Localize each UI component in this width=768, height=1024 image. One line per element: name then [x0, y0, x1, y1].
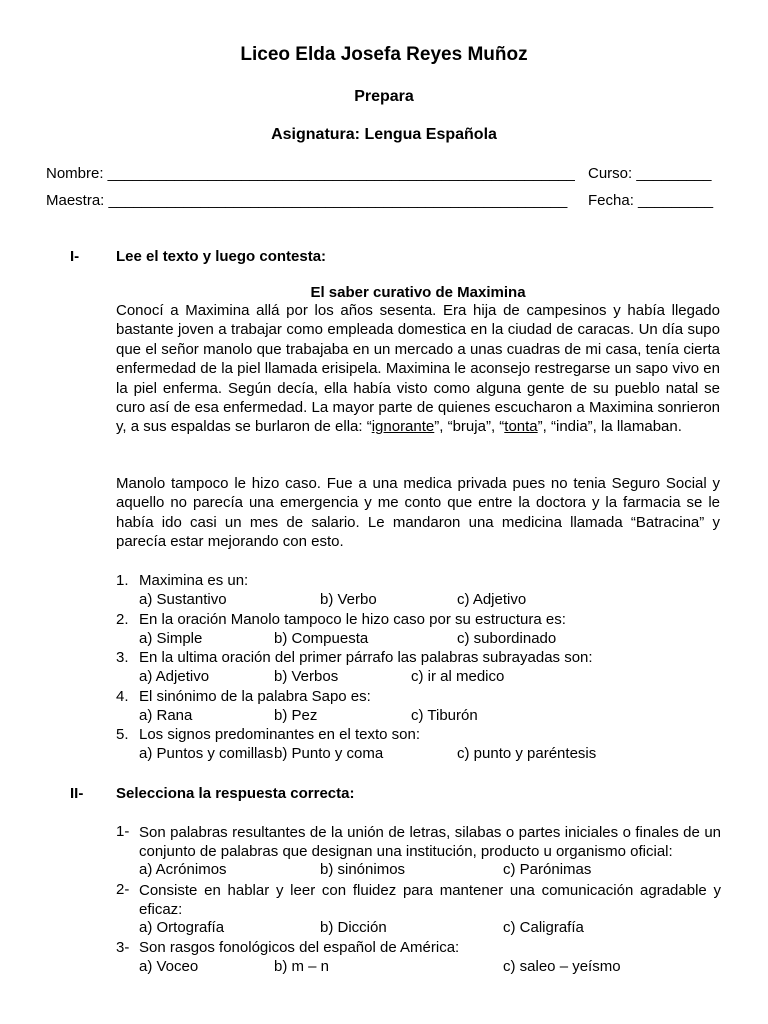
s2-q1-option-a[interactable]: a) Acrónimos	[139, 861, 227, 878]
s2-q2-option-c[interactable]: c) Caligrafía	[503, 919, 584, 936]
course-field[interactable]: Curso: _________	[588, 165, 712, 182]
reading-title: El saber curativo de Maximina	[310, 284, 526, 301]
s1-q4-option-a[interactable]: a) Rana	[139, 707, 193, 724]
s1-q2-number: 2.	[116, 611, 129, 628]
s1-q1-option-a[interactable]: a) Sustantivo	[139, 591, 227, 608]
s1-q4-option-b[interactable]: b) Pez	[274, 707, 318, 724]
s1-q1-number: 1.	[116, 572, 129, 589]
s1-q2-option-b[interactable]: b) Compuesta	[274, 630, 369, 647]
s1-q3-number: 3.	[116, 649, 129, 666]
s1-q3-option-a[interactable]: a) Adjetivo	[139, 668, 210, 685]
s2-q3-option-b[interactable]: b) m – n	[274, 958, 330, 975]
s1-q2-option-a[interactable]: a) Simple	[139, 630, 203, 647]
paragraph-1-text-a: Conocí a Maximina allá por los años sesenta. Era hija de campesinos y había llegado bastante joven a trabajar como empleada domestica en la ciudad de caracas. Un día supo que el señor manolo que trabajaba en un mercado a unas cuadras de mi casa, tenía cierta enfermedad de la piel llamada erisipela. Maximina le aconsejo restregarse un sapo vivo en la piel enferma. Según decía, ella había visto como alguna gente de su pueblo natal se curo así de esa enfermedad. La mayor parte de quienes escucharon a Maximina sonrieron y, a sus espaldas se burlaron de ella: “	[116, 302, 720, 436]
s1-q4-text: El sinónimo de la palabra Sapo es:	[139, 688, 371, 705]
s1-q1-option-c[interactable]: c) Adjetivo	[457, 591, 527, 608]
teacher-field[interactable]: Maestra: _______________________________________________________	[46, 192, 568, 209]
s1-q5-option-a[interactable]: a) Puntos y comillas	[139, 745, 274, 762]
s1-q5-option-b[interactable]: b) Punto y coma	[274, 745, 384, 762]
s1-q1-text: Maximina es un:	[139, 572, 249, 589]
name-field[interactable]: Nombre: ________________________________________________________	[46, 165, 575, 182]
s1-q4-option-c[interactable]: c) Tiburón	[411, 707, 478, 724]
s1-q2-option-c[interactable]: c) subordinado	[457, 630, 557, 647]
s2-q3-number: 3-	[116, 939, 130, 956]
s2-q2-text: Consiste en hablar y leer con fluidez para mantener una comunicación agradable y eficaz:	[139, 882, 721, 919]
s1-q1-option-b[interactable]: b) Verbo	[320, 591, 377, 608]
date-field[interactable]: Fecha: _________	[588, 192, 714, 209]
s2-q2-option-b[interactable]: b) Dicción	[320, 919, 387, 936]
s1-q2-text: En la oración Manolo tampoco le hizo caso por su estructura es:	[139, 611, 566, 628]
s2-q1-option-b[interactable]: b) sinónimos	[320, 861, 406, 878]
paragraph-1-text-b: ”, “bruja”, “	[434, 418, 505, 436]
s1-q3-option-c[interactable]: c) ir al medico	[411, 668, 505, 685]
underlined-word-ignorante: ignorante	[371, 418, 435, 436]
section2-number: II-	[70, 785, 84, 802]
s1-q5-number: 5.	[116, 726, 129, 743]
s2-q3-option-a[interactable]: a) Voceo	[139, 958, 199, 975]
s2-q1-text: Son palabras resultantes de la unión de letras, silabas o partes iniciales o finales de un conjunto de palabras que designan una institución, producto u organismo oficial:	[139, 824, 721, 861]
s1-q5-text: Los signos predominantes en el texto son:	[139, 726, 421, 743]
document-subtitle: Prepara	[354, 88, 414, 105]
s2-q2-option-a[interactable]: a) Ortografía	[139, 919, 225, 936]
s2-q2-number: 2-	[116, 881, 130, 898]
s1-q5-option-c[interactable]: c) punto y paréntesis	[457, 745, 597, 762]
s2-q1-number: 1-	[116, 823, 130, 840]
s2-q1-option-c[interactable]: c) Parónimas	[503, 861, 592, 878]
school-title: Liceo Elda Josefa Reyes Muñoz	[240, 44, 528, 65]
s1-q3-option-b[interactable]: b) Verbos	[274, 668, 339, 685]
reading-paragraph-2: Manolo tampoco le hizo caso. Fue a una medica privada pues no tenia Seguro Social y aquello no parecía una emergencia y me conto que entre la doctora y la farmacia se le había ido casi un mes de salario. Le mandaron una medicina llamada “Batracina” y parecía estar mejorando con esto.	[116, 475, 720, 551]
subject-title: Asignatura: Lengua Española	[271, 126, 497, 143]
paragraph-1-text-c: ”, “india”, la llamaban.	[537, 418, 682, 436]
s1-q3-text: En la ultima oración del primer párrafo las palabras subrayadas son:	[139, 649, 593, 666]
s2-q3-text: Son rasgos fonológicos del español de América:	[139, 939, 460, 956]
section1-number: I-	[70, 248, 80, 265]
reading-paragraph-1	[116, 301, 720, 437]
section1-instruction: Lee el texto y luego contesta:	[116, 248, 327, 265]
s2-q3-option-c[interactable]: c) saleo – yeísmo	[503, 958, 621, 975]
s1-q4-number: 4.	[116, 688, 129, 705]
underlined-word-tonta: tonta	[504, 418, 538, 436]
section2-instruction: Selecciona la respuesta correcta:	[116, 785, 355, 802]
